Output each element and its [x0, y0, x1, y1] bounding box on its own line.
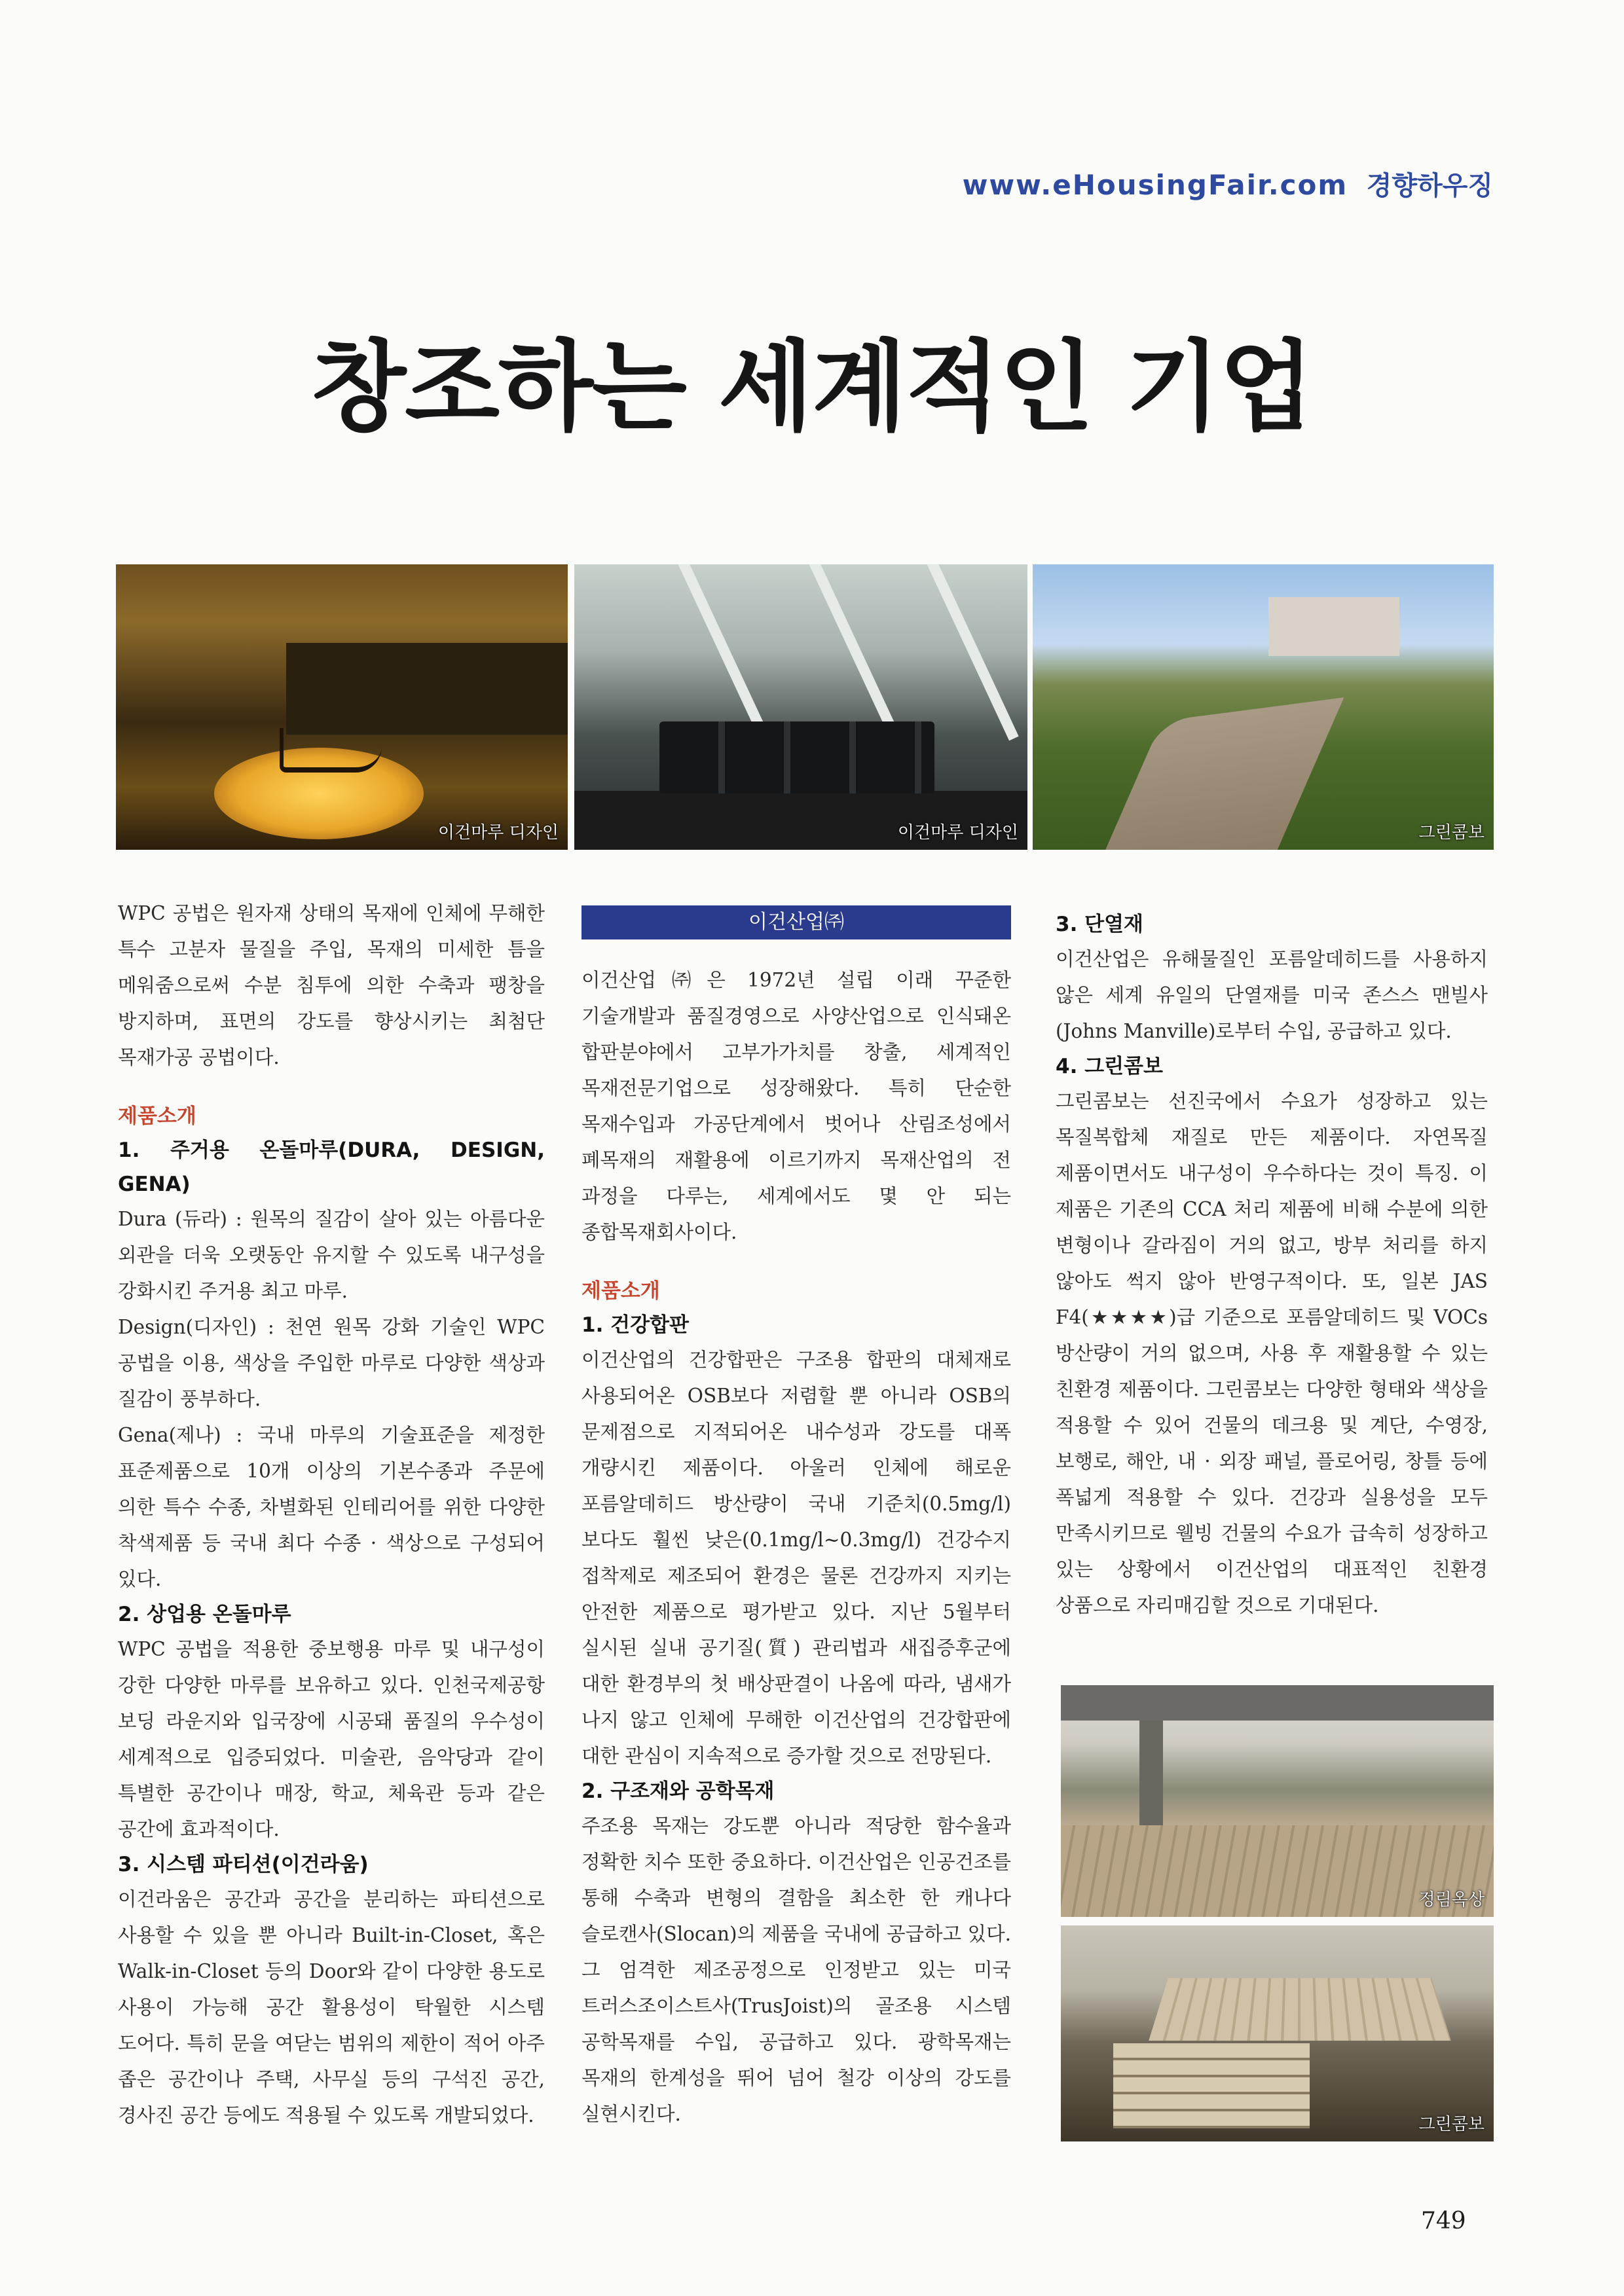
paragraph: 그린콤보는 선진국에서 수요가 성장하고 있는 목질복합체 재질로 만든 제품이다. 자연목질 제품이면서도 내구성이 우수하다는 것이 특징. 이 제품은 기존의 CCA 처리 제품에 비해 수분에 의한 변형이나 갈라짐이 거의 없고, 방부 처리를 하지 않아도 썩지 않아 반영구적이다. 또, 일본 JAS F4(★★★★)급 기준으로 포름알데히드 및 VOCs 방산량이 거의 없으며, 사용 후 재활용할 수 있는 친환경 제품이다. 그린콤보는 다양한 형태와 색상을 적용할 수 있어 건물의 데크용 및 계단, 수영장, 보행로, 해안, 내 · 외장 패널, 플로어링, 창틀 등에 폭넓게 적용할 수 있다. 건강과 실용성을 모두 만족시키므로 웰빙 건물의 수요가 급속히 성장하고 있는 상황에서 이건산업의 대표적인 친환경 상품으로 자리매김할 것으로 기대된다.	[1056, 1090, 1488, 1616]
photo-airport-lounge	[574, 564, 1027, 850]
photo-garden-walkway	[1033, 564, 1494, 850]
photo-chair-shape	[280, 728, 382, 773]
intro-paragraph: WPC 공법은 원자재 상태의 목재에 인체에 무해한 특수 고분자 물질을 주입, 목재의 미세한 틈을 메워줌으로써 수분 침투에 의한 수축과 팽창을 방지하며, 표면의 강도를 향상시키는 최첨단 목재가공 공법이다.	[118, 902, 545, 1068]
photo-path-shape	[1088, 697, 1344, 850]
column-right	[1056, 907, 1488, 1624]
company-name-bar: 이건산업㈜	[581, 905, 1011, 939]
subheading: 2. 구조재와 공학목재	[581, 1779, 775, 1803]
brand-name: 경향하우징	[1366, 171, 1493, 201]
photo-beam-shape	[677, 564, 769, 740]
photo-rooftop-deck	[1061, 1685, 1494, 1917]
photo-caption: 정림옥상	[1418, 1890, 1485, 1910]
photo-deck-shape	[1149, 1978, 1451, 2041]
photo-caption: 그린콤보	[1418, 2115, 1485, 2134]
paragraph: WPC 공법을 적용한 중보행용 마루 및 내구성이 강한 다양한 마루를 보유하고 있다. 인천국제공항 보딩 라운지와 입국장에 시공돼 품질의 우수성이 세계적으로 입증되었다. 미술관, 음악당과 같이 특별한 공간이나 매장, 학교, 체육관 등과 같은 공간에 효과적이다.	[118, 1638, 545, 1840]
photo-outdoor-deck	[1061, 1925, 1494, 2141]
photo-wall-shape	[286, 643, 568, 735]
paragraph: 주조용 목재는 강도뿐 아니라 적당한 함수율과 정확한 치수 또한 중요하다. 이건산업은 인공건조를 통해 수축과 변형의 결함을 최소한 한 캐나다 슬로캔사(Slocan)의 제품을 국내에 공급하고 있다. 그 엄격한 제조공정으로 인정받고 있는 미국 트러스조이스트사(TrusJoist)의 골조용 시스템 공학목재를 수입, 공급하고 있다. 광학목재는 목재의 한계성을 뛰어 넘어 철강 이상의 강도를 실현시킨다.	[581, 1815, 1011, 2125]
subheading: 1. 주거용 온돌마루(DURA, DESIGN, GENA)	[118, 1139, 545, 1196]
subheading: 1. 건강합판	[581, 1313, 689, 1337]
paragraph: Design(디자인) : 천연 원목 강화 기술인 WPC 공법을 이용, 색상을 주입한 마루로 다양한 색상과 질감이 풍부하다.	[118, 1316, 545, 1410]
photo-beam-shape	[808, 564, 900, 740]
paragraph: Dura (듀라) : 원목의 질감이 살아 있는 아름다운 외관을 더욱 오랫동안 유지할 수 있도록 내구성을 강화시킨 주거용 최고 마루.	[118, 1208, 545, 1302]
photo-interior-flooring	[116, 564, 568, 850]
photo-caption: 이건마루 디자인	[437, 823, 559, 843]
paragraph: 이건라움은 공간과 공간을 분리하는 파티션으로 사용할 수 있을 뿐 아니라 Built-in-Closet, 혹은 Walk-in-Closet 등의 Door와 같이 다양한 용도로 사용이 가능해 공간 활용성이 탁월한 시스템 도어다. 특히 문을 여닫는 범위의 제한이 적어 아주 좁은 공간이나 주택, 사무실 등의 구석진 공간, 경사진 공간 등에도 적용될 수 있도록 개발되었다.	[118, 1888, 545, 2126]
subheading: 2. 상업용 온돌마루	[118, 1603, 291, 1626]
paragraph: 이건산업의 건강합판은 구조용 합판의 대체재로 사용되어온 OSB보다 저렴할 뿐 아니라 OSB의 문제점으로 지적되어온 내수성과 강도를 대폭 개량시킨 제품이다. 아울러 인체에 해로운 포름알데히드 방산량이 국내 기준치(0.5mg/l)보다도 훨씬 낮은(0.1mg/l~0.3mg/l) 건강수지 접착제로 제조되어 환경은 물론 건강까지 지키는 안전한 제품으로 평가받고 있다. 지난 5월부터 실시된 실내 공기질(質) 관리법과 새집증후군에 대한 환경부의 첫 배상판결이 나옴에 따라, 냄새가 나지 않고 인체에 무해한 이건산업의 건강합판에 대한 관심이 지속적으로 증가할 것으로 전망된다.	[581, 1349, 1011, 1767]
paragraph: Gena(제나) : 국내 마루의 기술표준을 제정한 표준제품으로 10개 이상의 기본수종과 주문에 의한 특수 수종, 차별화된 인테리어를 위한 다양한 착색제품 등 국내 최다 수종 · 색상으로 구성되어 있다.	[118, 1424, 545, 1590]
article-title: 창조하는 세계적인 기업	[311, 331, 1313, 445]
photo-seats-shape	[659, 721, 934, 793]
page-header	[943, 165, 1493, 202]
subheading: 3. 시스템 파티션(이건라움)	[118, 1853, 369, 1876]
intro-paragraph: 이건산업㈜은 1972년 설립 이래 꾸준한 기술개발과 품질경영으로 사양산업으로 인식돼온 합판분야에서 고부가가치를 창출, 세계적인 목재전문기업으로 성장해왔다. 특히 단순한 목재수입과 가공단계에서 벗어나 산림조성에서 폐목재의 재활용에 이르기까지 목재산업의 전 과정을 다루는, 세계에서도 몇 안 되는 종합목재회사이다.	[581, 969, 1011, 1243]
photo-building-shape	[1268, 597, 1399, 656]
paragraph: 이건산업은 유해물질인 포름알데히드를 사용하지 않은 세계 유일의 단열재를 미국 존스스 맨빌사(Johns Manville)로부터 수입, 공급하고 있다.	[1056, 948, 1488, 1042]
section-heading: 제품소개	[118, 1104, 196, 1128]
photo-stairs-shape	[1113, 2043, 1310, 2128]
section-heading: 제품소개	[581, 1279, 660, 1303]
photo-roof-shape	[1061, 1685, 1494, 1721]
photo-caption: 이건마루 디자인	[897, 823, 1018, 843]
photo-caption: 그린콤보	[1418, 823, 1485, 843]
website-url: www.eHousingFair.com	[962, 169, 1348, 201]
page-number: 749	[1421, 2208, 1466, 2234]
column-left	[118, 896, 545, 2134]
photo-beam-shape	[926, 564, 1018, 740]
column-middle	[581, 962, 1011, 2132]
subheading: 4. 그린콤보	[1056, 1055, 1163, 1078]
subheading: 3. 단열재	[1056, 913, 1143, 936]
